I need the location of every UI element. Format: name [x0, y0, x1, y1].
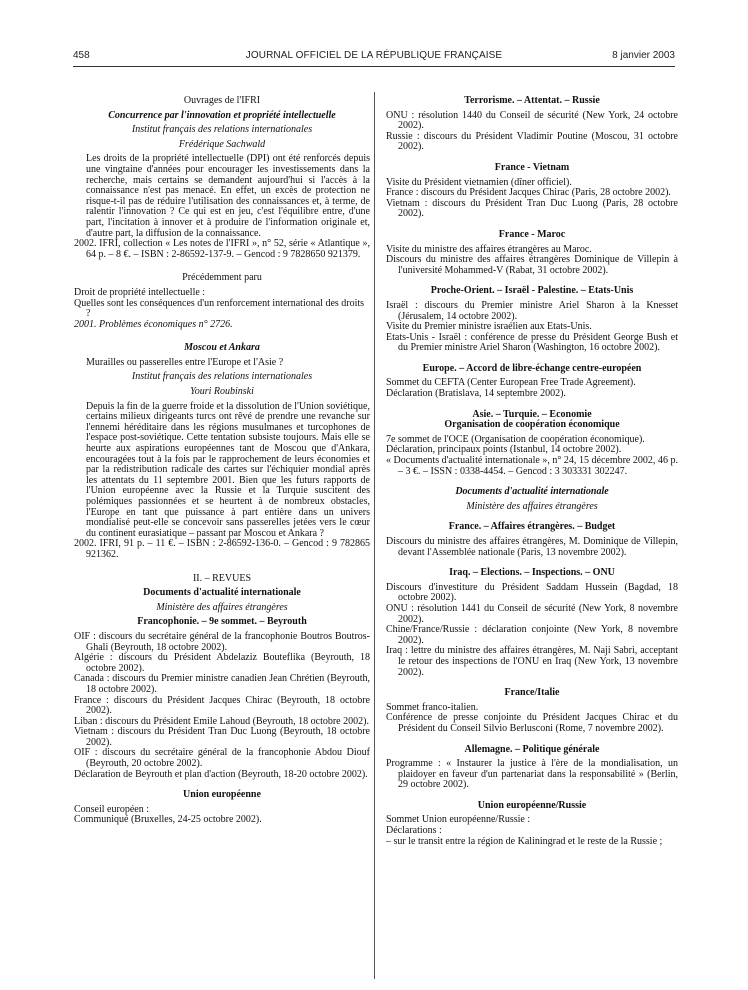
journal-title: JOURNAL OFFICIEL DE LA RÉPUBLIQUE FRANÇAISE	[245, 50, 503, 61]
topic-title-maroc: France - Maroc	[498, 228, 566, 240]
previously-published-kicker: Précédemment paru	[182, 272, 262, 284]
list-item: Programme : « Instaurer la justice à l'ère de la mondialisation, un plaidoyer en faveur d'un partenariat dans la responsabilité » (Berlin, 29 octobre 2002).	[386, 758, 678, 791]
list-item: Liban : discours du Président Emile Lahoud (Beyrouth, 18 octobre 2002).	[74, 715, 369, 727]
topic-title-francophonie: Francophonie. – 9e sommet. – Beyrouth	[137, 616, 307, 628]
book-title-moscou: Moscou et Ankara	[184, 342, 260, 354]
list-item: OIF : discours du secrétaire général de la francophonie Abdou Diouf (Beyrouth, 20 octobre 2002).	[74, 747, 370, 770]
book-subtitle-moscou: Murailles ou passerelles entre l'Europe et l'Asie ?	[86, 356, 284, 368]
list-item: 7e sommet de l'OCE (Organisation de coopération économique).	[386, 433, 645, 445]
left-column	[74, 96, 370, 826]
page-number: 458	[73, 50, 90, 61]
topic-title-italie: France/Italie	[504, 687, 560, 699]
list-item: France : discours du Président Jacques Chirac (Paris, 28 octobre 2002).	[386, 187, 671, 199]
list-item: Israël : discours du Premier ministre Ariel Sharon à la Knesset (Jérusalem, 14 octobre 2002).	[386, 299, 678, 322]
ministry-name: Ministère des affaires étrangères	[466, 500, 598, 512]
book-author: Youri Roubinski	[190, 386, 254, 398]
topic-title-union-europeenne: Union européenne	[183, 789, 261, 801]
list-item: Chine/France/Russie : déclaration conjointe (New York, 8 novembre 2002).	[386, 624, 678, 646]
list-item: Discours du ministre des affaires étrangères Dominique de Villepin à l'université Mohammed-V (Rabat, 31 octobre 2002).	[386, 254, 678, 276]
list-item: ONU : résolution 1441 du Conseil de sécurité (New York, 8 novembre 2002).	[386, 602, 678, 625]
list-item: Déclaration, principaux points (Istanbul, 14 octobre 2002).	[386, 444, 622, 456]
list-item: Vietnam : discours du Président Tran Duc Luong (Paris, 28 octobre 2002).	[386, 197, 678, 220]
list-item: France : discours du Président Jacques Chirac (Beyrouth, 18 octobre 2002).	[74, 694, 370, 717]
topic-title-vietnam: France - Vietnam	[494, 161, 570, 173]
right-column	[386, 96, 678, 847]
list-item: Conférence de presse conjointe du Président Jacques Chirac et du Président du Conseil Silvio Berlusconi (Rome, 7 novembre 2002).	[386, 712, 678, 734]
list-item: Russie : discours du Président Vladimir Poutine (Moscou, 31 octobre 2002).	[386, 130, 678, 153]
list-item: Vietnam : discours du Président Tran Duc Luong (Beyrouth, 18 octobre 2002).	[74, 726, 370, 748]
list-item: Déclarations :	[386, 825, 442, 837]
list-item: Canada : discours du Premier ministre canadien Jean Chrétien (Beyrouth, 18 octobre 2002).	[74, 673, 370, 695]
book-institute: Institut français des relations internationales	[131, 371, 313, 383]
book-institute: Institut français des relations internationales	[131, 124, 313, 136]
topic-title-asie: Asie. – Turquie. – Economie	[472, 408, 592, 420]
topic-title-ue-russie: Union européenne/Russie	[477, 799, 587, 811]
list-item: Sommet franco-italien.	[386, 701, 479, 713]
topic-title-terrorisme: Terrorisme. – Attentat. – Russie	[464, 95, 600, 106]
ifri-kicker: Ouvrages de l'IFRI	[183, 95, 261, 106]
ministry-name: Ministère des affaires étrangères	[156, 601, 288, 613]
previous-reference: 2001. Problèmes économiques n° 2726.	[74, 318, 233, 330]
book-reference: 2002. IFRI, collection « Les notes de l'IFRI », n° 52, série « Atlantique », 64 p. – 8 €. – ISBN : 2-86592-137-9. – Gencod : 9 7828650 921379.	[74, 238, 370, 260]
book-reference: 2002. IFRI, 91 p. – 11 €. – ISBN : 2-86592-136-0. – Gencod : 9 782865 921362.	[74, 538, 370, 560]
list-item: Sommet Union européenne/Russie :	[386, 814, 531, 826]
list-item: Conseil européen :	[74, 803, 149, 815]
list-item: Algérie : discours du Président Abdelaziz Bouteflika (Beyrouth, 18 octobre 2002).	[74, 652, 370, 674]
list-item: Visite du ministre des affaires étrangères au Maroc.	[386, 243, 592, 255]
issue-date: 8 janvier 2003	[612, 50, 675, 61]
column-divider	[374, 92, 375, 979]
book-title-concurrence: Concurrence par l'innovation et propriété intellectuelle	[108, 109, 336, 121]
topic-title-iraq: Iraq. – Elections. – Inspections. – ONU	[449, 567, 615, 579]
list-item: Visite du Premier ministre israélien aux Etats-Unis.	[386, 321, 592, 333]
previous-title: Droit de propriété intellectuelle :	[74, 286, 206, 298]
topic-subtitle-oce: Organisation de coopération économique	[444, 419, 620, 431]
topic-title-allemagne: Allemagne. – Politique générale	[464, 743, 600, 755]
topic-title-budget: France. – Affaires étrangères. – Budget	[448, 521, 616, 533]
list-item: Discours d'investiture du Président Saddam Hussein (Bagdad, 18 octobre 2002).	[386, 581, 678, 604]
list-item: Etats-Unis - Israël : conférence de presse du Président George Bush et du Premier ministre Ariel Sharon (Washington, 16 octobre 2002).	[386, 331, 678, 354]
section-heading-revues: II. – REVUES	[192, 572, 252, 584]
list-item: Déclaration de Beyrouth et plan d'action (Beyrouth, 18-20 octobre 2002).	[74, 768, 368, 780]
list-item: ONU : résolution 1440 du Conseil de sécurité (New York, 24 octobre 2002).	[386, 109, 678, 132]
list-item: Iraq : lettre du ministre des affaires étrangères, M. Naji Sabri, acceptant le retour des inspections de l'ONU en Iraq (New York, 13 novembre 2002).	[386, 645, 678, 678]
book-abstract: Depuis la fin de la guerre froide et la dissolution de l'Union soviétique, certains milieux dirigeants turcs ont rêvé de prendre une revanche sur l'ennemi héréditaire dans les régions musulmanes et turcophones de l'espace post-soviétique. Cette tentation subsiste toujours. Mais elle se heurte aux aspirations européennes tant de Moscou que d'Ankara, encouragées tout à la fois par le rapprochement de leurs économies et par la redistribution radicale des cartes sur l'échiquier mondial après les attentats du 11 septembre 2001. Bien que les futurs rapports de l'Union européenne avec la Russie et la Turquie suscitent des polémiques passionnées et se heurtent à de nombreux obstacles, l'Europe en tant que puissance à part entière dans un univers mondialisé peut-elle se concevoir sans passerelles jetées vers le cœur du continent eurasiatique – passant par Moscou et Ankara ?	[86, 400, 370, 539]
list-item: – sur le transit entre la région de Kaliningrad et le reste de la Russie ;	[386, 835, 663, 847]
page-header	[73, 50, 675, 64]
list-item: OIF : discours du secrétaire général de la francophonie Boutros Boutros-Ghali (Beyrouth, 18 octobre 2002).	[74, 630, 370, 653]
list-item: Discours du ministre des affaires étrangères, M. Dominique de Villepin, devant l'Assemblée nationale (Paris, 13 novembre 2002).	[386, 536, 678, 558]
topic-title-proche-orient: Proche-Orient. – Israël - Palestine. – Etats-Unis	[430, 285, 634, 297]
topic-title-europe: Europe. – Accord de libre-échange centre-européen	[422, 362, 642, 374]
previous-question: Quelles sont les conséquences d'un renforcement international des droits ?	[74, 297, 365, 320]
list-item: Déclaration (Bratislava, 14 septembre 2002).	[386, 388, 566, 400]
issue-reference: « Documents d'actualité internationale », n° 24, 15 décembre 2002, 46 p. – 3 €. – ISSN : 0338-4454. – Gencod : 3 303331 302247.	[386, 455, 678, 477]
header-rule	[73, 66, 675, 67]
list-item: Visite du Président vietnamien (dîner officiel).	[386, 176, 572, 188]
book-abstract: Les droits de la propriété intellectuelle (DPI) ont été renforcés depuis une vingtaine d'années pour encourager les investissements dans la recherche, mais certains se demandent aujourd'hui si l'accès à la connaissance n'est pas menacé. En effet, un excès de protection ne risque-t-il pas de réduire l'utilisation des connaissances et, à terme, de ralentir l'innovation ? Ce qui est en jeu, c'est l'équilibre entre, d'une part, l'incitation à innover et à produire de l'information originale et, d'autre part, la diffusion de la connaissance.	[86, 153, 370, 239]
docs-title: Documents d'actualité internationale	[143, 587, 301, 599]
list-item: Sommet du CEFTA (Center European Free Trade Agreement).	[386, 377, 636, 389]
docs-title-italic: Documents d'actualité internationale	[455, 486, 609, 498]
list-item: Communiqué (Bruxelles, 24-25 octobre 2002).	[74, 814, 262, 826]
book-author: Frédérique Sachwald	[178, 138, 266, 150]
